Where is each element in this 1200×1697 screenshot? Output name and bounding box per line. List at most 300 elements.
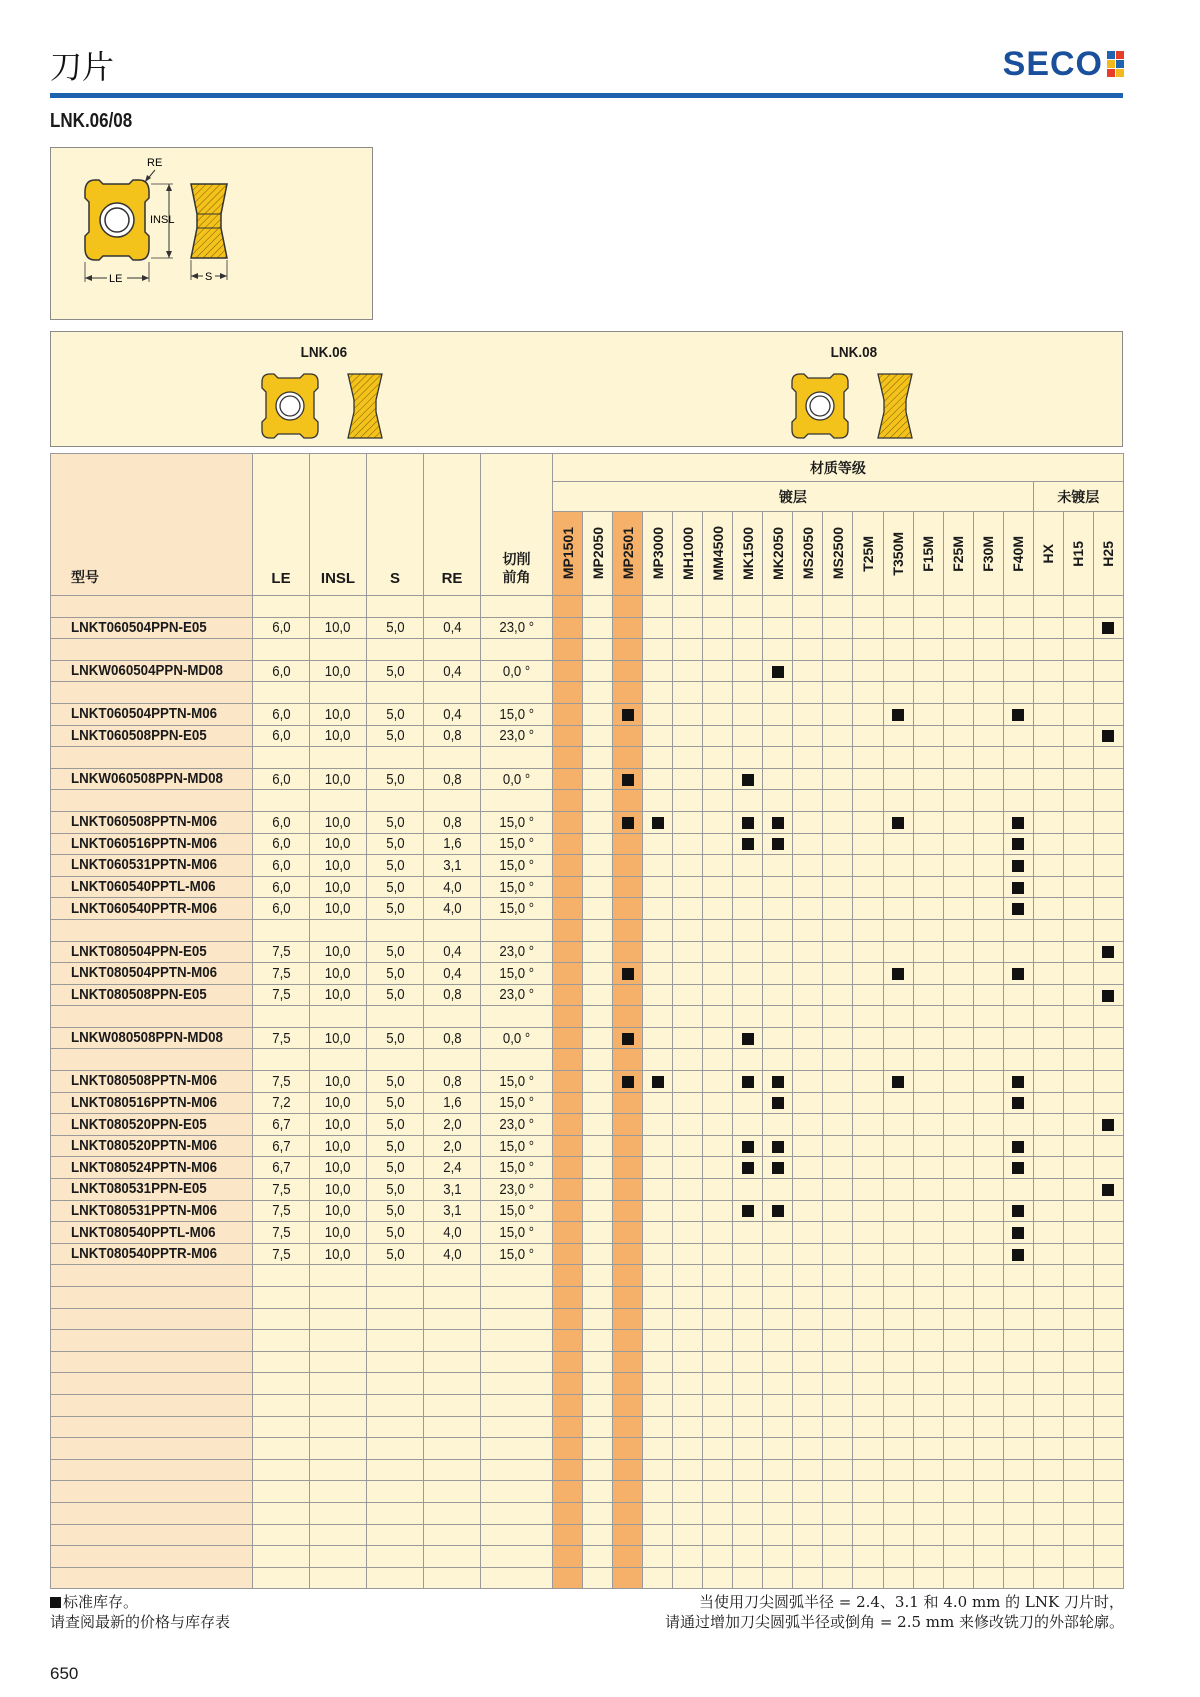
grade-cell xyxy=(973,1179,1003,1201)
value-cell xyxy=(481,596,553,618)
stock-mark-icon xyxy=(1012,1097,1024,1109)
grade-cell xyxy=(763,1222,793,1244)
grade-cell xyxy=(763,1438,793,1460)
seco-logo xyxy=(1003,46,1124,82)
cell-le xyxy=(253,1243,310,1265)
grade-cell xyxy=(703,1459,733,1481)
grade-cell xyxy=(1063,1243,1093,1265)
grade-cell xyxy=(643,1071,673,1093)
grade-cell xyxy=(823,855,853,877)
grade-cell xyxy=(913,1524,943,1546)
grade-cell xyxy=(553,1243,583,1265)
grade-cell xyxy=(823,1179,853,1201)
value-re: 0,8 xyxy=(442,770,462,788)
grade-cell xyxy=(703,811,733,833)
grade-cell xyxy=(1003,1243,1033,1265)
insert-dimension-drawing xyxy=(51,148,374,321)
grade-cell xyxy=(643,941,673,963)
value-insl: 10,0 xyxy=(325,1159,351,1177)
grade-cell xyxy=(1063,1071,1093,1093)
grade-cell xyxy=(823,898,853,920)
cell-angle xyxy=(481,1071,553,1093)
value-le: 6,0 xyxy=(271,900,291,918)
grade-cell xyxy=(793,747,823,769)
grade-cell xyxy=(1093,1351,1123,1373)
grade-cell xyxy=(823,703,853,725)
cell-re xyxy=(424,703,481,725)
model-cell xyxy=(51,941,253,963)
grade-cell xyxy=(883,811,913,833)
grade-cell xyxy=(583,1308,613,1330)
grade-cell xyxy=(613,747,643,769)
grade-cell xyxy=(703,725,733,747)
grade-cell xyxy=(793,1265,823,1287)
grade-cell xyxy=(583,1287,613,1309)
grade-cell xyxy=(793,941,823,963)
grade-cell xyxy=(643,1200,673,1222)
grade-cell xyxy=(733,1394,763,1416)
grade-cell xyxy=(823,1502,853,1524)
grade-header-ms2500 xyxy=(823,512,853,596)
grade-cell xyxy=(1003,1027,1033,1049)
grade-cell xyxy=(853,747,883,769)
cell-insl xyxy=(310,1071,367,1093)
value-cell xyxy=(253,1459,310,1481)
grade-cell xyxy=(763,963,793,985)
grade-cell xyxy=(583,1222,613,1244)
value-cell xyxy=(253,596,310,618)
value-insl: 10,0 xyxy=(325,813,351,831)
grade-cell xyxy=(943,963,973,985)
grade-cell xyxy=(763,941,793,963)
grade-cell xyxy=(763,1179,793,1201)
grade-cell xyxy=(883,1027,913,1049)
grade-cell xyxy=(703,1287,733,1309)
grade-cell xyxy=(793,1416,823,1438)
grade-cell xyxy=(1093,768,1123,790)
cell-insl xyxy=(310,811,367,833)
stock-mark-icon xyxy=(772,666,784,678)
lnk06-insert-icon xyxy=(256,372,386,442)
value-le: 6,0 xyxy=(271,856,291,874)
grade-cell xyxy=(913,963,943,985)
stock-mark-icon xyxy=(1102,1184,1114,1196)
value-cell xyxy=(310,682,367,704)
value-s: 5,0 xyxy=(385,662,405,680)
grade-cell xyxy=(1033,855,1063,877)
grade-label: MP2050 xyxy=(589,527,606,580)
grade-cell xyxy=(1063,1135,1093,1157)
grade-cell xyxy=(613,811,643,833)
value-cell xyxy=(481,747,553,769)
grade-cell xyxy=(1063,1567,1093,1589)
empty-row xyxy=(51,1502,1124,1524)
grade-cell xyxy=(1093,984,1123,1006)
grade-cell xyxy=(763,768,793,790)
cell-angle xyxy=(481,1027,553,1049)
grade-cell xyxy=(943,768,973,790)
value-cell xyxy=(367,1394,424,1416)
grade-cell xyxy=(853,1524,883,1546)
model-cell xyxy=(51,1287,253,1309)
model-code: LNKT060531PPTN-M06 xyxy=(71,857,218,874)
stock-mark-icon xyxy=(892,1076,904,1088)
grade-label: T25M xyxy=(859,535,876,572)
grade-cell xyxy=(1033,639,1063,661)
grade-cell xyxy=(1003,1200,1033,1222)
grade-cell xyxy=(973,941,1003,963)
grade-cell xyxy=(793,1330,823,1352)
grade-cell xyxy=(853,919,883,941)
grade-cell xyxy=(883,963,913,985)
value-le: 7,5 xyxy=(271,1202,291,1220)
grade-cell xyxy=(1003,1416,1033,1438)
grade-cell xyxy=(913,1092,943,1114)
grade-cell xyxy=(823,919,853,941)
grade-header-h25 xyxy=(1093,512,1123,596)
lnk08-insert-icon xyxy=(786,372,916,442)
grade-cell xyxy=(673,1438,703,1460)
cell-insl xyxy=(310,1027,367,1049)
grade-cell xyxy=(973,725,1003,747)
grade-cell xyxy=(913,1567,943,1589)
grade-cell xyxy=(823,1157,853,1179)
grade-cell xyxy=(793,1222,823,1244)
grade-cell xyxy=(943,1373,973,1395)
stock-mark-icon xyxy=(1012,968,1024,980)
value-insl: 10,0 xyxy=(325,900,351,918)
grade-cell xyxy=(733,1027,763,1049)
grade-cell xyxy=(943,1394,973,1416)
model-cell xyxy=(51,1373,253,1395)
grade-cell xyxy=(553,1222,583,1244)
model-cell xyxy=(51,790,253,812)
series-panel xyxy=(50,331,1123,447)
value-insl: 10,0 xyxy=(325,1224,351,1242)
cell-s xyxy=(367,1027,424,1049)
grade-cell xyxy=(1063,1179,1093,1201)
grade-cell xyxy=(883,1071,913,1093)
grade-cell xyxy=(763,1200,793,1222)
grade-cell xyxy=(1033,617,1063,639)
model-code: LNKT080516PPTN-M06 xyxy=(71,1094,218,1111)
grade-cell xyxy=(763,919,793,941)
grade-cell xyxy=(973,1351,1003,1373)
grade-cell xyxy=(1093,1438,1123,1460)
grade-cell xyxy=(823,1481,853,1503)
grade-cell xyxy=(613,855,643,877)
grade-cell xyxy=(943,790,973,812)
grade-cell xyxy=(613,1006,643,1028)
grade-cell xyxy=(1003,1071,1033,1093)
value-cell xyxy=(367,1524,424,1546)
grade-cell xyxy=(913,1546,943,1568)
model-cell xyxy=(51,1243,253,1265)
grade-cell xyxy=(1093,833,1123,855)
value-cell xyxy=(481,919,553,941)
grade-cell xyxy=(583,1330,613,1352)
grade-cell xyxy=(883,984,913,1006)
cell-re xyxy=(424,725,481,747)
grade-cell xyxy=(853,1157,883,1179)
model-cell xyxy=(51,617,253,639)
grade-cell xyxy=(823,1135,853,1157)
value-cell xyxy=(253,919,310,941)
model-cell xyxy=(51,1092,253,1114)
grade-cell xyxy=(883,1135,913,1157)
grade-cell xyxy=(913,596,943,618)
stock-mark-icon xyxy=(622,774,634,786)
model-code: LNKT060504PPN-E05 xyxy=(71,619,207,636)
value-s: 5,0 xyxy=(385,964,405,982)
grade-cell xyxy=(913,1373,943,1395)
cell-le xyxy=(253,1027,310,1049)
grade-cell xyxy=(793,1546,823,1568)
grade-cell xyxy=(733,617,763,639)
grade-cell xyxy=(673,1135,703,1157)
grade-cell xyxy=(763,1351,793,1373)
spacer-row xyxy=(51,639,1124,661)
value-s: 5,0 xyxy=(385,835,405,853)
grade-cell xyxy=(733,1200,763,1222)
cell-re xyxy=(424,833,481,855)
grade-header-mk1500 xyxy=(733,512,763,596)
grade-cell xyxy=(703,1092,733,1114)
stock-mark-icon xyxy=(742,1141,754,1153)
grade-cell xyxy=(733,1524,763,1546)
value-re: 2,0 xyxy=(442,1116,462,1134)
grade-cell xyxy=(913,1265,943,1287)
value-le: 6,0 xyxy=(271,835,291,853)
grade-cell xyxy=(763,1459,793,1481)
model-cell xyxy=(51,1071,253,1093)
cell-s xyxy=(367,1135,424,1157)
grade-cell xyxy=(553,1502,583,1524)
cell-angle xyxy=(481,1243,553,1265)
grade-cell xyxy=(973,1265,1003,1287)
table-row xyxy=(51,898,1124,920)
grade-cell xyxy=(643,790,673,812)
empty-row xyxy=(51,1308,1124,1330)
value-insl: 10,0 xyxy=(325,943,351,961)
value-re: 2,4 xyxy=(442,1159,462,1177)
grade-cell xyxy=(763,811,793,833)
grade-cell xyxy=(613,703,643,725)
grade-cell xyxy=(913,1394,943,1416)
value-cell xyxy=(367,1351,424,1373)
stock-mark-icon xyxy=(1012,1227,1024,1239)
grade-cell xyxy=(763,1308,793,1330)
value-re: 0,8 xyxy=(442,1072,462,1090)
grade-cell xyxy=(733,1114,763,1136)
cell-re xyxy=(424,617,481,639)
value-insl: 10,0 xyxy=(325,1116,351,1134)
cell-s xyxy=(367,1071,424,1093)
grade-label: MS2500 xyxy=(829,527,846,580)
value-s: 5,0 xyxy=(385,943,405,961)
grade-cell xyxy=(703,1394,733,1416)
value-cell xyxy=(424,1438,481,1460)
grade-cell xyxy=(703,1416,733,1438)
grade-cell xyxy=(613,1135,643,1157)
grade-cell xyxy=(1093,1157,1123,1179)
grade-cell xyxy=(763,1071,793,1093)
grade-cell xyxy=(553,1524,583,1546)
grade-header-f40m xyxy=(1003,512,1033,596)
grade-cell xyxy=(1063,1265,1093,1287)
insert-top-view-icon xyxy=(85,180,149,260)
value-cell xyxy=(253,1481,310,1503)
grade-cell xyxy=(1063,1351,1093,1373)
grade-cell xyxy=(1003,833,1033,855)
cell-angle xyxy=(481,768,553,790)
grade-cell xyxy=(823,1092,853,1114)
grade-cell xyxy=(1003,1308,1033,1330)
grade-label: MK2050 xyxy=(769,527,786,580)
value-insl: 10,0 xyxy=(325,662,351,680)
stock-mark-icon xyxy=(742,1205,754,1217)
grade-cell xyxy=(733,1243,763,1265)
grade-cell xyxy=(613,1222,643,1244)
value-insl: 10,0 xyxy=(325,835,351,853)
grade-cell xyxy=(913,1308,943,1330)
value-cell xyxy=(424,1287,481,1309)
grade-cell xyxy=(853,1502,883,1524)
cell-angle xyxy=(481,876,553,898)
product-family-title: LNK.06/08 xyxy=(50,110,133,132)
grade-cell xyxy=(913,919,943,941)
grade-cell xyxy=(643,1027,673,1049)
page-title: 刀片 xyxy=(50,48,115,86)
grade-cell xyxy=(703,984,733,1006)
grade-cell xyxy=(1093,963,1123,985)
model-cell xyxy=(51,898,253,920)
value-insl: 10,0 xyxy=(325,727,351,745)
value-cell xyxy=(367,1546,424,1568)
grade-cell xyxy=(553,1416,583,1438)
model-cell xyxy=(51,1265,253,1287)
model-code: LNKT060540PPTL-M06 xyxy=(71,879,216,896)
grade-cell xyxy=(643,1179,673,1201)
grade-cell xyxy=(733,747,763,769)
grade-cell xyxy=(613,768,643,790)
s-label: S xyxy=(205,271,213,283)
grade-cell xyxy=(1033,1567,1063,1589)
cell-s xyxy=(367,941,424,963)
table-row xyxy=(51,617,1124,639)
cell-angle xyxy=(481,703,553,725)
table-row xyxy=(51,1071,1124,1093)
cell-s xyxy=(367,1179,424,1201)
grade-cell xyxy=(553,1394,583,1416)
grade-cell xyxy=(673,1222,703,1244)
grade-cell xyxy=(913,1502,943,1524)
model-cell xyxy=(51,1416,253,1438)
grade-cell xyxy=(643,963,673,985)
grade-cell xyxy=(553,1330,583,1352)
grade-cell xyxy=(763,1524,793,1546)
grade-cell xyxy=(583,747,613,769)
grade-label: MK1500 xyxy=(739,527,756,580)
grade-cell xyxy=(1003,1524,1033,1546)
value-re: 1,6 xyxy=(442,1094,462,1112)
cell-le xyxy=(253,617,310,639)
grade-cell xyxy=(823,1287,853,1309)
grade-cell xyxy=(643,1157,673,1179)
grade-cell xyxy=(613,1179,643,1201)
grade-cell xyxy=(553,617,583,639)
grade-cell xyxy=(673,747,703,769)
grade-cell xyxy=(613,898,643,920)
grade-cell xyxy=(853,1114,883,1136)
grade-cell xyxy=(613,682,643,704)
grade-cell xyxy=(613,639,643,661)
value-cell xyxy=(481,1502,553,1524)
footer-stock-note: 标准库存。 xyxy=(63,1593,139,1611)
grade-cell xyxy=(763,1243,793,1265)
grade-cell xyxy=(823,1243,853,1265)
grade-cell xyxy=(1033,1135,1063,1157)
grade-cell xyxy=(763,1394,793,1416)
stock-mark-icon xyxy=(772,1076,784,1088)
cell-insl xyxy=(310,1114,367,1136)
grade-cell xyxy=(913,1006,943,1028)
grade-cell xyxy=(883,1222,913,1244)
grade-cell xyxy=(553,984,583,1006)
grade-cell xyxy=(823,682,853,704)
grade-cell xyxy=(1093,1308,1123,1330)
empty-row xyxy=(51,1438,1124,1460)
value-le: 6,7 xyxy=(271,1137,291,1155)
grade-cell xyxy=(943,1416,973,1438)
grade-cell xyxy=(913,855,943,877)
grade-cell xyxy=(793,1351,823,1373)
grade-cell xyxy=(673,1157,703,1179)
grade-cell xyxy=(703,898,733,920)
grade-cell xyxy=(1033,1092,1063,1114)
grade-cell xyxy=(553,855,583,877)
value-insl: 10,0 xyxy=(325,1072,351,1090)
stock-mark-icon xyxy=(772,1162,784,1174)
grade-cell xyxy=(613,1373,643,1395)
grade-cell xyxy=(853,1308,883,1330)
le-label: LE xyxy=(109,273,123,285)
grade-cell xyxy=(793,919,823,941)
grade-cell xyxy=(763,1416,793,1438)
value-insl: 10,0 xyxy=(325,1029,351,1047)
table-row xyxy=(51,703,1124,725)
cell-s xyxy=(367,768,424,790)
value-s: 5,0 xyxy=(385,1072,405,1090)
grade-cell xyxy=(703,1135,733,1157)
grade-cell xyxy=(1033,1481,1063,1503)
model-code: LNKT080504PPTN-M06 xyxy=(71,965,218,982)
grade-cell xyxy=(613,1071,643,1093)
table-row xyxy=(51,963,1124,985)
insl-label: INSL xyxy=(150,214,175,226)
grade-cell xyxy=(1033,596,1063,618)
grade-cell xyxy=(823,1049,853,1071)
cell-angle xyxy=(481,617,553,639)
grade-cell xyxy=(1093,1135,1123,1157)
grade-cell xyxy=(793,833,823,855)
grade-cell xyxy=(1093,790,1123,812)
grade-cell xyxy=(703,639,733,661)
grade-cell xyxy=(1033,1071,1063,1093)
value-insl: 10,0 xyxy=(325,770,351,788)
cell-le xyxy=(253,725,310,747)
model-cell xyxy=(51,1459,253,1481)
